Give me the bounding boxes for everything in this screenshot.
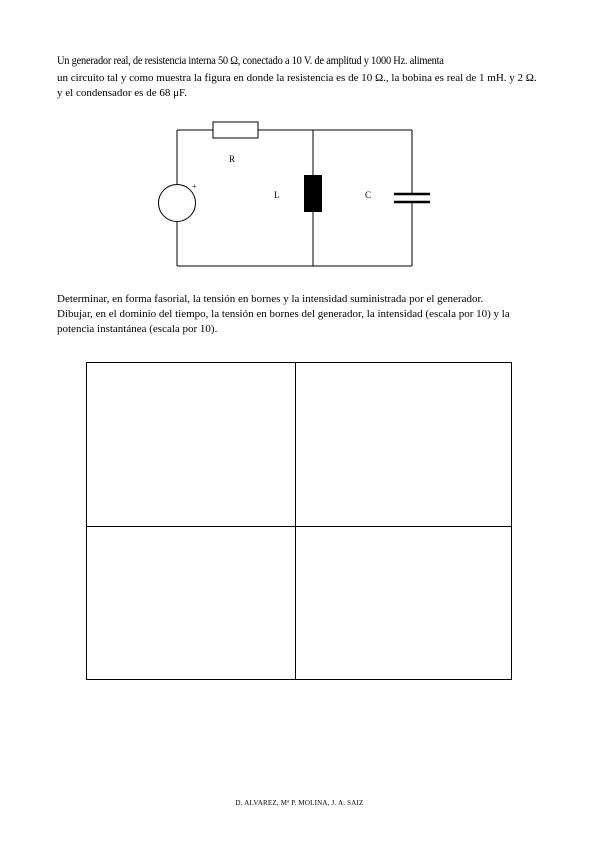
circuit-diagram [0, 0, 599, 300]
problem-text-line-1: Un generador real, de resistencia interna 50 Ω, conectado a 10 V. de amplitud y 1000 Hz. alimenta [57, 55, 444, 67]
resistor-symbol [213, 122, 258, 138]
problem-text-continued: un circuito tal y como muestra la figura en donde la resistencia es de 10 Ω., la bobina es real de 1 mH. y 2 Ω. y el condensador es de 68 μF. [57, 72, 537, 99]
task-instructions [57, 292, 547, 337]
task-line-time-domain: Dibujar, en el dominio del tiempo, la tensión en bornes del generador, la intensidad (escala por 10) y la potencia instantánea (escala por 10). [57, 308, 510, 335]
voltage-source-symbol [159, 185, 196, 222]
answer-grid [86, 362, 512, 680]
inductor-label: L [274, 190, 280, 200]
authors-footer: D. ALVAREZ, Mª P. MOLINA, J. A. SAIZ [235, 798, 364, 808]
grid-cell-bottom-right [296, 527, 511, 679]
resistor-label: R [229, 154, 236, 164]
grid-cell-top-right [296, 363, 511, 526]
grid-cell-bottom-left [87, 527, 295, 679]
grid-cell-top-left [87, 363, 295, 526]
inductor-symbol [304, 175, 322, 212]
task-line-phasor: Determinar, en forma fasorial, la tensión en bornes y la intensidad suministrada por el generador. [57, 293, 484, 305]
source-plus-label: + [192, 182, 197, 191]
capacitor-label: C [365, 190, 372, 200]
